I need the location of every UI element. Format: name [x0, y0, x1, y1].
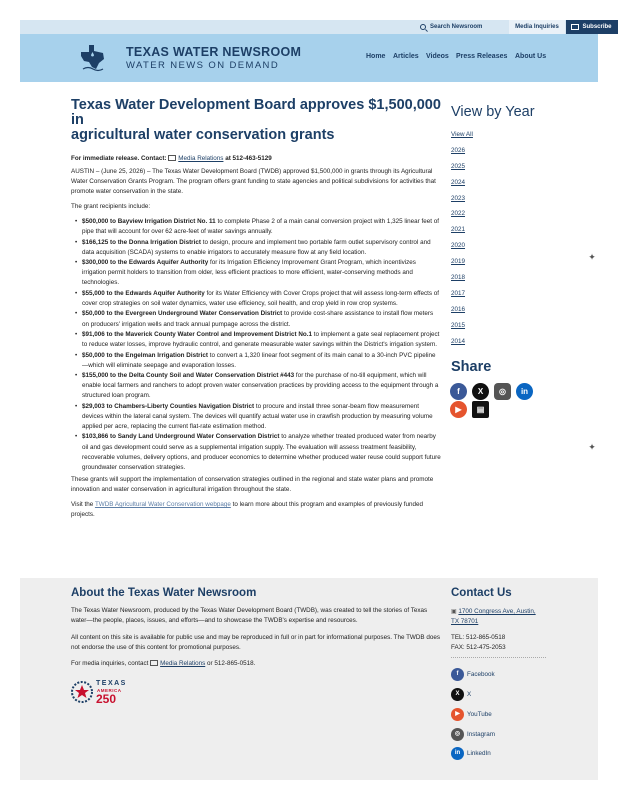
- recipient-text: for the purchase of no-till equipment, which will enable local farmers and ranchers to adopt proven water conservation practices by providing access to the equipment through a structured loan program.: [82, 372, 439, 400]
- recipients-list: [71, 217, 441, 473]
- recipient-name: $29,003 to Chambers-Liberty Counties Navigation District: [82, 402, 255, 410]
- year-list: [451, 130, 571, 352]
- recipient-name: $500,000 to Bayview Irrigation District No. 11: [82, 218, 216, 225]
- instagram-label: Instagram: [467, 731, 495, 738]
- recipient-name: $50,000 to the Engelman Irrigation District: [82, 351, 208, 359]
- article-intro: AUSTIN – (June 25, 2026) – The Texas Water Development Board (TWDB) approved $1,500,000 in grants through its Agricultural Water Conservation Grants Program. The program offers grant funding to state agencies and political subdivisions for activities that promote water conservation in the state.: [71, 168, 436, 195]
- year-link-2016[interactable]: 2016: [451, 305, 466, 313]
- recipient-name: $55,000 to the Edwards Aquifer Authority: [82, 289, 205, 297]
- list-item: [75, 258, 441, 288]
- list-item: [75, 371, 441, 401]
- sparkle-icon[interactable]: ✦: [588, 252, 596, 262]
- recipient-name: $50,000 to the Evergreen Underground Water Conservation District: [82, 310, 283, 318]
- visit-prefix: Visit the: [71, 500, 94, 508]
- article-closing: These grants will support the implementation of conservation strategies outlined in the regional and state water plans and promote innovation and water conservation in agricultural irrigation throughout the state.: [71, 475, 434, 493]
- badge-250: 250: [96, 692, 117, 706]
- search-newsroom-link[interactable]: [418, 20, 482, 34]
- year-link-2021[interactable]: 2021: [451, 226, 466, 234]
- media-suffix: or 512-865-0518.: [207, 660, 256, 667]
- recipient-text: for its Irrigation Efficiency Improvement Grant Program, which incentivizes irrigation permit holders to transition from older, less efficient practices to more efficient, water-conserving methods and technologies.: [82, 259, 416, 287]
- recipient-name: $91,006 to the Maverick County Water Control and Improvement District No.1: [82, 330, 313, 338]
- instagram-icon[interactable]: ◎: [494, 383, 511, 400]
- nav-videos[interactable]: Videos: [426, 53, 449, 60]
- nav-home[interactable]: Home: [366, 53, 386, 60]
- site-subtitle: WATER NEWS ON DEMAND: [126, 60, 280, 71]
- list-item: [75, 351, 441, 371]
- youtube-icon[interactable]: ▶: [450, 401, 467, 418]
- list-item: [75, 309, 441, 329]
- footer-linkedin-link[interactable]: [451, 747, 491, 761]
- address-line-2[interactable]: TX 78701: [451, 618, 479, 625]
- about-paragraph-2: All content on this site is available for public use and may be reproduced in full or in part for informational purposes. The TWDB does not endorse the use of this content for promotional purposes.: [71, 634, 441, 651]
- view-by-year-sidebar: [451, 104, 571, 352]
- footer-youtube-link[interactable]: [451, 708, 492, 722]
- recipients-heading: The grant recipients include:: [71, 203, 151, 210]
- linkedin-icon: in: [451, 747, 464, 760]
- site-header: [20, 34, 598, 82]
- badge-texas: TEXAS: [96, 680, 127, 687]
- footer-instagram-link[interactable]: [451, 728, 495, 742]
- year-link-2014[interactable]: 2014: [451, 337, 466, 345]
- media-inquiries-link[interactable]: Media Inquiries: [509, 20, 565, 34]
- texas-water-logo-icon[interactable]: [78, 42, 108, 72]
- recipient-name: $166,125 to the Donna Irrigation District: [82, 238, 201, 246]
- recipient-text: to procure and install three sonar-beam flow measurement devices within the lateral canal system. The devices will quantify actual water use in crawfish production by measuring volume applied per acre, replacing the current flat-rate estimation method.: [82, 402, 433, 430]
- youtube-icon: ▶: [451, 708, 464, 721]
- recipient-text: to provide cost-share assistance to install flow meters on producers' irrigation wells and track annual pumpage across the district.: [82, 310, 434, 328]
- media-prefix: For media inquiries, contact: [71, 660, 149, 667]
- address-line[interactable]: [451, 607, 536, 617]
- contact-divider: [451, 657, 546, 658]
- recipient-text: for its Water Efficiency with Cover Crops project that will assess long-term effects of cover crop strategies on soil water dynamics, water use efficiency, soil health, and crop yield in row crop systems.: [82, 289, 440, 307]
- year-link-view-all[interactable]: View All: [451, 131, 473, 138]
- linkedin-label: LinkedIn: [467, 750, 491, 757]
- about-heading: About the Texas Water Newsroom: [71, 587, 257, 599]
- envelope-icon: [571, 24, 579, 30]
- article-visit: [71, 500, 441, 520]
- article-title-line-2: agricultural water conservation grants: [71, 127, 335, 143]
- nav-press-releases[interactable]: Press Releases: [456, 53, 508, 60]
- tel-line: TEL: 512-865-0518: [451, 634, 506, 641]
- recipient-text: to convert a 1,320 linear foot segment of its main canal to a 30-inch PVC pipeline—which will eliminate seepage and evaporation losses.: [82, 351, 436, 369]
- about-paragraph-1: The Texas Water Newsroom, produced by the Texas Water Development Board (TWDB), was created to tell the stories of Texas water—the people, places, issues, and efforts—and to showcase the TWDB's expertise and resources.: [71, 607, 428, 624]
- year-link-2025[interactable]: 2025: [451, 162, 466, 170]
- sparkle-icon[interactable]: ✦: [588, 442, 596, 452]
- nav-about-us[interactable]: About Us: [515, 53, 547, 60]
- recipient-name: $155,000 to the Delta County Soil and Water Conservation District #443: [82, 372, 295, 380]
- year-link-2023[interactable]: 2023: [451, 194, 466, 202]
- year-link-2015[interactable]: 2015: [451, 321, 466, 329]
- mail-icon: [168, 155, 176, 161]
- recipient-text: to implement a gate seal replacement project to reduce water losses, improve hydraulic control, and generate measurable water savings within the District's irrigation system.: [82, 330, 440, 349]
- view-by-year-heading: View by Year: [451, 104, 535, 120]
- visit-suffix: to learn more about this program and examples of previously funded projects.: [71, 500, 424, 518]
- recipient-text: to design, procure and implement two portable farm outlet supervisory control and data acquisition (SCADA) systems to enable irrigators to accurately measure flow at any field location.: [82, 238, 431, 256]
- list-item: [75, 402, 441, 432]
- footer-facebook-link[interactable]: [451, 668, 495, 682]
- year-link-2022[interactable]: 2022: [451, 210, 466, 218]
- year-link-2026[interactable]: 2026: [451, 146, 466, 154]
- facebook-icon[interactable]: f: [450, 383, 467, 400]
- article-main: [71, 98, 441, 520]
- twdb-ag-conservation-link[interactable]: TWDB Agricultural Water Conservation webpage: [94, 500, 231, 508]
- year-link-2019[interactable]: 2019: [451, 258, 466, 266]
- media-inquiries-line: [71, 659, 441, 669]
- facebook-icon: f: [451, 668, 464, 681]
- list-item: [75, 217, 441, 237]
- recipient-name: $300,000 to the Edwards Aquifer Authority: [82, 259, 209, 267]
- x-icon: X: [451, 688, 464, 701]
- year-link-2017[interactable]: 2017: [451, 289, 466, 297]
- footer-x-link[interactable]: [451, 688, 471, 702]
- year-link-2018[interactable]: 2018: [451, 274, 466, 282]
- linkedin-icon[interactable]: in: [516, 383, 533, 400]
- recipient-text: to analyze whether treated produced water from nearby oil and gas development could serve as a supplemental irrigation supply. The evaluation will assess treatment feasibility, recoverable volumes, delivery options, and producer economics to determine whether produced water reuse could support future groundwater conservation strategies.: [82, 433, 441, 471]
- article-title-line-1: Texas Water Development Board approves $1,500,000 in: [71, 97, 441, 128]
- footer-media-relations-link[interactable]: Media Relations: [160, 660, 206, 667]
- article-title: [71, 98, 441, 143]
- release-line: [71, 154, 441, 163]
- search-icon: [420, 24, 426, 30]
- facebook-label: Facebook: [467, 671, 495, 678]
- star-emblem-icon: [71, 681, 93, 703]
- fax-line: FAX: 512-475-2053: [451, 644, 506, 651]
- list-item: [75, 432, 441, 472]
- release-prefix: For immediate release. Contact:: [71, 155, 167, 162]
- list-item: [75, 289, 441, 309]
- list-item: [75, 238, 441, 258]
- subscribe-button[interactable]: [566, 20, 618, 34]
- recipient-name: $103,866 to Sandy Land Underground Water Conservation District: [82, 433, 280, 441]
- badge-america: AMERICA: [97, 688, 122, 693]
- address-line-1[interactable]: 1700 Congress Ave, Austin,: [458, 608, 536, 615]
- media-relations-link[interactable]: Media Relations: [178, 155, 224, 162]
- list-item: [75, 330, 441, 350]
- print-icon[interactable]: ▤: [472, 401, 489, 418]
- texas-america-250-logo: [71, 679, 137, 707]
- youtube-label: YouTube: [467, 711, 492, 718]
- search-newsroom-label: Search Newsroom: [430, 24, 483, 30]
- map-pin-icon: ▣: [451, 609, 457, 615]
- nav-articles[interactable]: Articles: [393, 53, 419, 60]
- contact-heading: Contact Us: [451, 587, 512, 599]
- year-link-2020[interactable]: 2020: [451, 242, 466, 250]
- mail-icon: [150, 660, 158, 666]
- site-title[interactable]: TEXAS WATER NEWSROOM: [126, 45, 302, 59]
- share-heading: Share: [451, 359, 492, 375]
- subscribe-label: Subscribe: [582, 24, 612, 30]
- recipient-text: to complete Phase 2 of a main canal conversion project with 1,325 linear feet of pipe that will account for over 62 acre-feet of water savings annually.: [82, 218, 440, 236]
- instagram-icon: ◎: [451, 728, 464, 741]
- x-label: X: [467, 691, 472, 698]
- utility-bar: [20, 20, 612, 34]
- x-icon[interactable]: X: [472, 383, 489, 400]
- year-link-2024[interactable]: 2024: [451, 178, 466, 186]
- release-phone: at 512-463-5129: [225, 155, 272, 162]
